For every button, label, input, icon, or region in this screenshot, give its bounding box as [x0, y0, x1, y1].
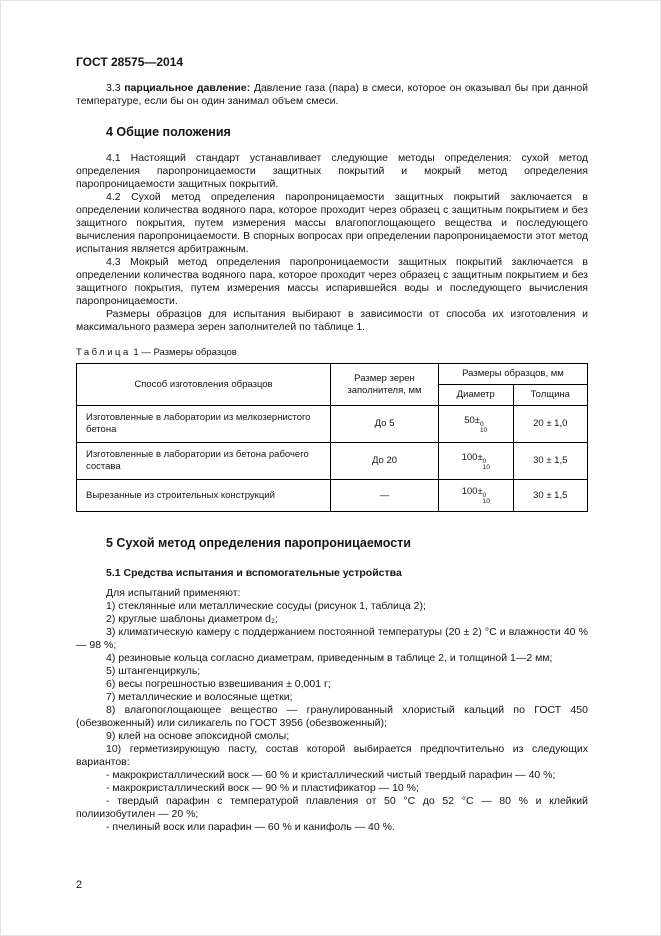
term-name: парциальное давление:	[124, 82, 251, 94]
list-item-5: 5) штангенциркуль;	[106, 665, 201, 677]
section-5-1-heading: 5.1 Средства испытания и вспомогательные устройства	[106, 567, 402, 579]
table-1	[76, 363, 588, 512]
paragraph-4-3: 4.3 Мокрый метод определения паропроницаемости защитных покрытий заключается в определении количества водяного пара, которое проходит через образец с защитным покрытием и без защитного покрытия, путем измерения массы испарившейся воды и последующего вычисления паропроницаемости.	[76, 256, 588, 307]
diameter-value: 50±	[464, 414, 481, 426]
section-5-heading: 5 Сухой метод определения паропроницаемости	[106, 536, 411, 550]
tolerance-lower: 10	[482, 498, 490, 505]
cell-diameter	[439, 480, 514, 512]
col-header-method: Способ изготовления образцов	[77, 364, 331, 406]
paragraph-4-1: 4.1 Настоящий стандарт устанавливает следующие методы определения: сухой метод определения паропроницаемости защитных покрытий и мокрый метод определения паропроницаемости защитных покрытий.	[76, 152, 588, 190]
diameter-tolerance	[483, 493, 490, 505]
paragraph-specimen-sizes: Размеры образцов для испытания выбирают в зависимости от способа их изготовления и максимального размера зерен заполнителей по таблице 1.	[76, 308, 588, 333]
paragraph-4-2: 4.2 Сухой метод определения паропроницаемости защитных покрытий заключается в определении количества водяного пара, которое проходит через образец с защитным покрытием и без защитного покрытия, путем измерения массы влагопоглощающего вещества и последующего вычисления паропроницаемости. В спорных вопросах при определении паропроницаемости этот метод испытания является арбитражным.	[76, 191, 588, 255]
table-row	[77, 480, 588, 512]
tolerance-upper: 0	[480, 420, 484, 428]
list-subitem-3: - твердый парафин с температурой плавления от 50 °С до 52 °С — 80 % и клейкий полиизобутилен — 20 %;	[76, 795, 588, 820]
cell-grain: —	[331, 480, 439, 512]
col-header-grain: Размер зерен заполнителя, мм	[331, 364, 439, 406]
list-item-2: 2) круглые шаблоны диаметром d₂;	[106, 613, 278, 625]
cell-thickness: 30 ± 1,5	[513, 443, 588, 480]
list-item-6: 6) весы погрешностью взвешивания ± 0,001 г;	[106, 678, 331, 690]
cell-thickness: 30 ± 1,5	[513, 480, 588, 512]
list-item-7: 7) металлические и волосяные щетки;	[106, 691, 293, 703]
list-intro: Для испытаний применяют:	[106, 587, 241, 599]
col-header-sizes: Размеры образцов, мм	[439, 364, 588, 385]
table-header-row-1	[77, 364, 588, 385]
cell-thickness: 20 ± 1,0	[513, 406, 588, 443]
diameter-tolerance	[483, 459, 490, 471]
table-caption-text: 1 — Размеры образцов	[133, 347, 237, 358]
col-header-diameter: Диаметр	[439, 385, 514, 406]
cell-grain: До 20	[331, 443, 439, 480]
table-1-header	[77, 364, 588, 406]
cell-diameter	[439, 443, 514, 480]
list-subitem-2: - макрокристаллический воск — 90 % и пластификатор — 10 %;	[106, 782, 419, 794]
cell-method: Изготовленные в лаборатории из мелкозернистого бетона	[77, 406, 331, 443]
list-item-8: 8) влагопоглощающее вещество — гранулированный хлористый кальций по ГОСТ 450 (обезвоженный) или силикагель по ГОСТ 3956 (обезвоженный);	[76, 704, 588, 729]
diameter-value: 100±	[461, 486, 483, 497]
page-number: 2	[76, 879, 83, 891]
list-item-10: 10) герметизирующую пасту, состав которой выбирается предпочтительно из следующих вариантов:	[76, 743, 588, 768]
paragraph-3-3	[76, 82, 588, 108]
cell-diameter	[439, 406, 514, 443]
cell-method: Вырезанные из строительных конструкций	[77, 480, 331, 512]
table-caption-label: Таблица	[76, 347, 131, 358]
tolerance-upper: 0	[482, 457, 487, 465]
tolerance-lower: 10	[480, 426, 488, 434]
table-row	[77, 443, 588, 480]
list-item-1: 1) стеклянные или металлические сосуды (рисунок 1, таблица 2);	[106, 600, 426, 612]
doc-number: ГОСТ 28575—2014	[76, 55, 184, 69]
list-item-9: 9) клей на основе эпоксидной смолы;	[106, 730, 290, 742]
section-4-heading: 4 Общие положения	[106, 125, 231, 139]
col-header-thickness: Толщина	[513, 385, 588, 406]
table-row	[77, 406, 588, 443]
list-item-4: 4) резиновые кольца согласно диаметрам, приведенным в таблице 2, и толщиной 1—2 мм;	[106, 652, 553, 664]
table-1-body	[77, 406, 588, 512]
tolerance-upper: 0	[482, 492, 487, 499]
list-subitem-1: - макрокристаллический воск — 60 % и кристаллический чистый твердый парафин — 40 %;	[106, 769, 556, 781]
cell-method: Изготовленные в лаборатории из бетона рабочего состава	[77, 443, 331, 480]
diameter-value: 100±	[461, 451, 483, 463]
list-subitem-4: - пчелиный воск или парафин — 60 % и канифоль — 40 %.	[106, 821, 395, 833]
cell-grain: До 5	[331, 406, 439, 443]
list-item-3: 3) климатическую камеру с поддержанием постоянной температуры (20 ± 2) °С и влажности 40 % — 98 %;	[76, 626, 588, 651]
table-1-caption	[76, 347, 588, 358]
tolerance-lower: 10	[482, 463, 490, 471]
term-definition: Давление газа (пара) в смеси, которое он оказывал бы при данной температуре, если бы он один занимал объем смеси.	[76, 82, 589, 107]
term-number: 3.3	[106, 82, 121, 94]
diameter-tolerance	[480, 422, 487, 434]
